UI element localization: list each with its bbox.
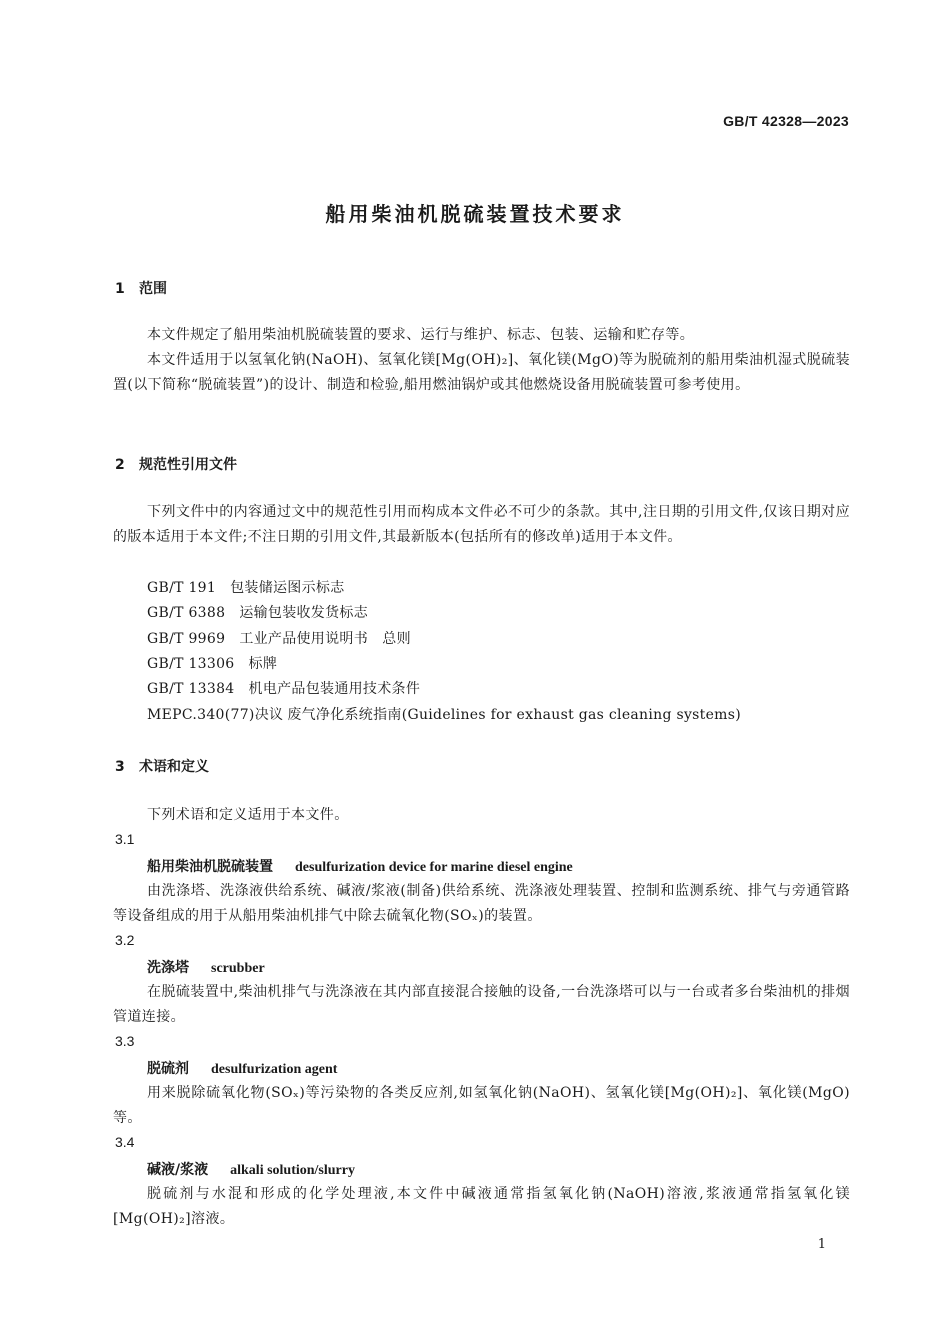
reference-title: 机电产品包装通用技术条件 bbox=[248, 681, 421, 697]
section-1-heading bbox=[115, 278, 167, 298]
term-definition: 在脱硫装置中,柴油机排气与洗涤液在其内部直接混合接触的设备,一台洗涤塔可以与一台或者多台柴油机的排烟管道连接。 bbox=[113, 984, 850, 1026]
reference-title: 包装储运图示标志 bbox=[230, 580, 345, 596]
section-number: 2 bbox=[115, 457, 125, 473]
term-definition: 用来脱除硫氧化物(SOₓ)等污染物的各类反应剂,如氢氧化钠(NaOH)、氢氧化镁[Mg(OH)₂]、氧化镁(MgO)等。 bbox=[113, 1085, 850, 1127]
term-english: desulfurization agent bbox=[211, 1062, 338, 1077]
term-english: desulfurization device for marine diesel engine bbox=[295, 860, 573, 875]
reference-code: MEPC.340(77)决议 bbox=[147, 707, 284, 723]
section-2-heading bbox=[115, 454, 237, 474]
document-title: 船用柴油机脱硫装置技术要求 bbox=[325, 202, 625, 226]
section-title: 范围 bbox=[139, 281, 167, 297]
term-definition: 由洗涤塔、洗涤液供给系统、碱液/浆液(制备)供给系统、洗涤液处理装置、控制和监测系统、排气与旁通管路等设备组成的用于从船用柴油机排气中除去硫氧化物(SOₓ)的装置。 bbox=[113, 883, 850, 925]
term-chinese: 碱液/浆液 bbox=[147, 1162, 209, 1178]
reference-code: GB/T 191 bbox=[147, 580, 217, 596]
reference-code: GB/T 9969 bbox=[147, 631, 226, 647]
term-chinese: 脱硫剂 bbox=[147, 1061, 189, 1077]
term-heading bbox=[147, 957, 265, 977]
term-heading bbox=[147, 856, 573, 876]
term-english: alkali solution/slurry bbox=[230, 1163, 355, 1178]
term-chinese: 洗涤塔 bbox=[147, 960, 189, 976]
section-title: 规范性引用文件 bbox=[139, 457, 237, 473]
clause-number: 3.1 bbox=[115, 831, 135, 847]
term-heading bbox=[147, 1058, 337, 1078]
reference-item bbox=[147, 678, 420, 698]
reference-code: GB/T 6388 bbox=[147, 605, 226, 621]
section-3-heading bbox=[115, 756, 209, 776]
clause-number: 3.2 bbox=[115, 932, 135, 948]
reference-title: 标牌 bbox=[248, 656, 278, 672]
section-number: 3 bbox=[115, 759, 125, 775]
reference-item bbox=[147, 704, 741, 724]
reference-item bbox=[147, 602, 368, 622]
reference-item bbox=[147, 628, 411, 648]
section-3-paragraph-1: 下列术语和定义适用于本文件。 bbox=[147, 807, 349, 823]
reference-code: GB/T 13384 bbox=[147, 681, 235, 697]
section-1-paragraph-2: 本文件适用于以氢氧化钠(NaOH)、氢氧化镁[Mg(OH)₂]、氧化镁(MgO)等为脱硫剂的船用柴油机湿式脱硫装置(以下简称“脱硫装置”)的设计、制造和检验,船用燃油锅炉或其他燃烧设备用脱硫装置可参考使用。 bbox=[113, 352, 850, 394]
standard-number: GB/T 42328—2023 bbox=[723, 113, 849, 129]
section-2-paragraph-1: 下列文件中的内容通过文中的规范性引用而构成本文件必不可少的条款。其中,注日期的引用文件,仅该日期对应的版本适用于本文件;不注日期的引用文件,其最新版本(包括所有的修改单)适用于本文件。 bbox=[113, 504, 850, 546]
reference-title: 废气净化系统指南(Guidelines for exhaust gas cleaning systems) bbox=[287, 707, 741, 723]
term-chinese: 船用柴油机脱硫装置 bbox=[147, 859, 273, 875]
page-number: 1 bbox=[817, 1237, 826, 1252]
section-1-paragraph-1: 本文件规定了船用柴油机脱硫装置的要求、运行与维护、标志、包装、运输和贮存等。 bbox=[147, 327, 695, 343]
term-definition: 脱硫剂与水混和形成的化学处理液,本文件中碱液通常指氢氧化钠(NaOH)溶液,浆液通常指氢氧化镁[Mg(OH)₂]溶液。 bbox=[113, 1186, 850, 1228]
reference-item bbox=[147, 653, 277, 673]
section-number: 1 bbox=[115, 281, 125, 297]
clause-number: 3.4 bbox=[115, 1134, 135, 1150]
reference-title: 运输包装收发货标志 bbox=[239, 605, 369, 621]
reference-title: 工业产品使用说明书 总则 bbox=[239, 631, 411, 647]
term-english: scrubber bbox=[211, 961, 265, 976]
clause-number: 3.3 bbox=[115, 1033, 135, 1049]
reference-code: GB/T 13306 bbox=[147, 656, 235, 672]
section-title: 术语和定义 bbox=[139, 759, 209, 775]
term-heading bbox=[147, 1159, 355, 1179]
reference-item bbox=[147, 577, 345, 597]
